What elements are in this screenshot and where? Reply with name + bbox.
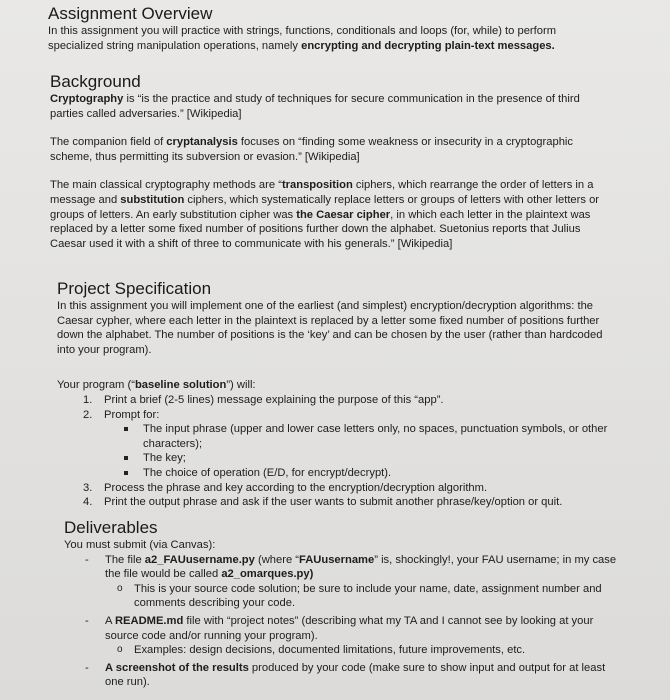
dash-bullet-icon: -	[85, 553, 89, 566]
p3-text-e: ciphers, which systematically replace letters or groups of letters with other letters or groups of letters. An early substitution cipher was	[50, 193, 600, 221]
background-title: Background	[50, 72, 141, 91]
file-name: a2_FAUusername.py	[144, 553, 255, 566]
p3-text-c: ciphers, which rearrange the order of letters in a message and	[50, 179, 594, 206]
background-paragraph-3	[50, 178, 615, 251]
deliverable-item	[85, 661, 619, 690]
sublist-text: Examples: design decisions, documented limitations, future improvements, etc.	[134, 644, 526, 657]
list-text: Process the phrase and key according to the encryption/decryption algorithm.	[104, 481, 488, 494]
readme-file: README.md	[114, 614, 184, 627]
term-baseline-solution: baseline solution	[134, 379, 227, 392]
sublist-item	[143, 451, 622, 466]
spec-section	[57, 279, 622, 510]
dash-bullet-icon: -	[85, 661, 89, 674]
sublist-item	[143, 422, 622, 451]
d1-text-c: (where “	[254, 553, 299, 566]
sublist-item	[143, 466, 622, 481]
square-bullet-icon	[124, 471, 128, 475]
background-paragraph-2	[50, 135, 615, 164]
square-bullet-icon	[124, 456, 128, 460]
d3-text: produced by your code (make sure to show input and output for at least one run).	[105, 661, 606, 689]
list-text: Print a brief (2-5 lines) message explaining the purpose of this “app”.	[104, 393, 444, 406]
deliverable-item	[85, 614, 619, 658]
sublist-text: The key;	[143, 452, 186, 465]
term-transposition: transposition	[281, 179, 353, 192]
prompt-sublist	[57, 422, 622, 480]
list-item	[57, 495, 622, 510]
term-cryptanalysis: cryptanalysis	[166, 136, 238, 149]
program-steps-list	[57, 393, 622, 422]
list-text: Print the output phrase and ask if the user wants to submit another phrase/key/option or quit.	[104, 496, 563, 509]
square-bullet-icon	[124, 427, 128, 431]
overview-section	[48, 4, 608, 53]
example-file-name: a2_omarques.py)	[221, 568, 314, 581]
spec-intro: In this assignment you will implement one of the earliest (and simplest) encryption/decryption algorithms: the Caesar cypher, where each letter in the plaintext is replaced by a letter some fixed number of positions further down the alphabet. The number of positions is the ‘key’ and can be chosen by the user (rather than hardcoded into your program).	[57, 300, 603, 356]
list-text: Prompt for:	[104, 408, 160, 421]
deliverable-sublist	[105, 582, 619, 611]
spec-title: Project Specification	[57, 279, 212, 298]
fau-username: FAUusername	[299, 553, 375, 566]
deliverable-sublist	[105, 643, 619, 658]
term-substitution: substitution	[120, 193, 185, 206]
program-intro-a: Your program (“	[57, 379, 135, 392]
deliverables-intro: You must submit (via Canvas):	[64, 539, 216, 551]
program-intro	[57, 378, 622, 393]
list-item	[57, 393, 622, 408]
d2-text-a: A	[105, 614, 115, 627]
p3-text-g: , in which each letter in the plaintext was replaced by a letter some fixed number of positions further down the alphabet. Suetonius reports that Julius Caesar used it with a shift of three to communicate with his generals.” [Wikipedia]	[50, 208, 591, 250]
term-cryptography: Cryptography	[50, 93, 124, 105]
list-item	[57, 408, 622, 423]
overview-title: Assignment Overview	[48, 4, 213, 23]
sublist-item	[117, 582, 619, 611]
dash-bullet-icon: -	[85, 614, 89, 627]
list-item	[57, 481, 622, 496]
list-number: 4.	[83, 496, 93, 509]
list-number: 2.	[83, 408, 93, 421]
sublist-text: The input phrase (upper and lower case letters only, no spaces, punctuation symbols, or other characters);	[143, 423, 608, 450]
deliverables-section	[64, 518, 619, 690]
circle-bullet-icon: o	[117, 582, 123, 594]
list-number: 3.	[83, 481, 93, 494]
circle-bullet-icon: o	[117, 644, 123, 656]
overview-text	[48, 24, 608, 53]
background-section	[50, 72, 615, 251]
program-intro-c: ”) will:	[226, 379, 256, 392]
p1-text: is “is the practice and study of techniques for secure communication in the presence of third parties called adversaries.” [Wikipedia]	[50, 93, 580, 120]
overview-text-main: In this assignment you will practice with strings, functions, conditionals and loops (for, while) to perform specialized string manipulation operations, namely	[48, 25, 557, 52]
d2-text-c: file with “project notes” (describing what my TA and I cannot see by looking at your source code and/or running your program).	[105, 614, 594, 642]
d1-text-a: The file	[105, 553, 145, 566]
deliverables-title: Deliverables	[64, 518, 158, 537]
p2-text-a: The companion field of	[50, 136, 167, 149]
sublist-item	[117, 643, 619, 658]
screenshot-label: A screenshot of the results	[105, 661, 249, 674]
sublist-text: The choice of operation (E/D, for encrypt/decrypt).	[143, 466, 392, 479]
program-steps-list-cont	[57, 481, 622, 510]
d1-text-e: ” is, shockingly!, your FAU username; in my case the file would be called	[105, 553, 617, 581]
list-number: 1.	[83, 393, 93, 406]
deliverables-list	[64, 553, 619, 690]
overview-text-bold: encrypting and decrypting plain-text messages.	[301, 39, 555, 52]
background-paragraph-1	[50, 92, 615, 121]
sublist-text: This is your source code solution; be sure to include your name, date, assignment number and comments describing your code.	[134, 582, 602, 610]
p3-text-a: The main classical cryptography methods are “	[50, 179, 282, 192]
term-caesar-cipher: the Caesar cipher	[296, 208, 391, 221]
deliverable-item	[85, 553, 619, 611]
p2-text-b: focuses on “finding some weakness or insecurity in a cryptographic scheme, thus permitting its subversion or evasion.” [Wikipedia]	[50, 136, 573, 163]
